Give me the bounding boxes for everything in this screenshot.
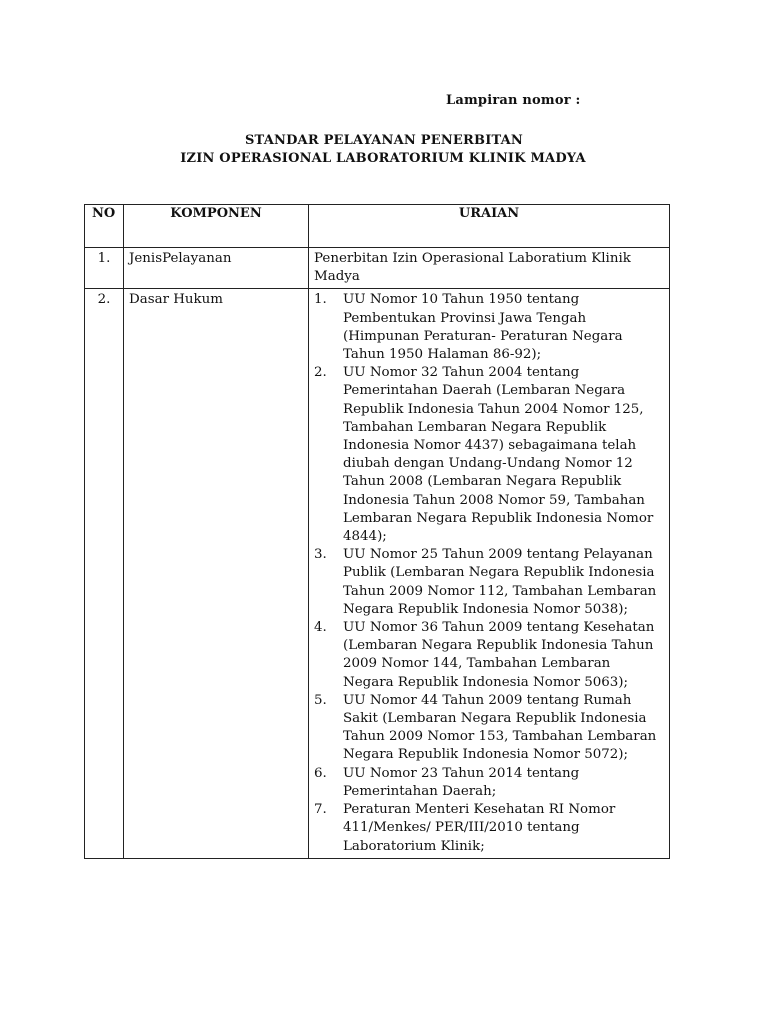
list-item-number: 3.	[314, 547, 327, 563]
row-number: 1.	[85, 248, 124, 289]
table-row	[85, 248, 670, 289]
list-item-number: 4.	[314, 620, 327, 636]
column-header-komponen: KOMPONEN	[124, 205, 309, 248]
document-title-line-1: STANDAR PELAYANAN PENERBITAN	[244, 133, 524, 148]
komponen-cell: Dasar Hukum	[124, 289, 309, 858]
list-item-text: UU Nomor 23 Tahun 2014 tentang Pemerintahan Daerah;	[343, 765, 580, 799]
list-item-text: Peraturan Menteri Kesehatan RI Nomor 411/Menkes/ PER/III/2010 tentang Laboratorium Klinik;	[343, 802, 616, 854]
list-item-number: 7.	[314, 802, 327, 818]
list-item-number: 1.	[314, 292, 327, 308]
table-row	[85, 289, 670, 858]
list-item-text: UU Nomor 32 Tahun 2004 tentang Pemerintahan Daerah (Lembaran Negara Republik Indonesia Tahun 2004 Nomor 125, Tambahan Lembaran Negara Republik Indonesia Nomor 4437) sebagaimana telah diubah dengan Undang-Undang Nomor 12 Tahun 2008 (Lembaran Negara Republik Indonesia Tahun 2008 Nomor 59, Tambahan Lembaran Negara Republik Indonesia Nomor 4844);	[343, 365, 654, 545]
list-item	[314, 364, 665, 546]
list-item	[314, 546, 665, 619]
column-header-uraian: URAIAN	[309, 205, 670, 248]
list-item	[314, 692, 665, 765]
service-standard-table	[84, 204, 670, 859]
document-title-line-2: IZIN OPERASIONAL LABORATORIUM KLINIK MADYA	[180, 151, 586, 166]
list-item-number: 6.	[314, 765, 327, 781]
uraian-cell: Penerbitan Izin Operasional Laboratium Klinik Madya	[309, 248, 670, 289]
list-item-text: UU Nomor 44 Tahun 2009 tentang Rumah Sakit (Lembaran Negara Republik Indonesia Tahun 2009 Nomor 153, Tambahan Lembaran Negara Republik Indonesia Nomor 5072);	[343, 692, 657, 763]
column-header-no: NO	[85, 205, 124, 248]
list-item-number: 5.	[314, 692, 327, 708]
uraian-cell	[309, 289, 670, 858]
list-item	[314, 801, 665, 856]
lampiran-label: Lampiran nomor :	[446, 93, 581, 108]
list-item	[314, 765, 665, 801]
list-item-text: UU Nomor 36 Tahun 2009 tentang Kesehatan (Lembaran Negara Republik Indonesia Tahun 2009 Nomor 144, Tambahan Lembaran Negara Republik Indonesia Nomor 5063);	[343, 620, 655, 690]
list-item	[314, 619, 665, 692]
row-number: 2.	[85, 289, 124, 858]
table-header-row	[85, 205, 670, 248]
legal-basis-list	[314, 291, 665, 855]
list-item-text: UU Nomor 25 Tahun 2009 tentang Pelayanan Publik (Lembaran Negara Republik Indonesia Tahun 2009 Nomor 112, Tambahan Lembaran Negara Republik Indonesia Nomor 5038);	[343, 547, 657, 617]
list-item	[314, 291, 665, 364]
list-item-number: 2.	[314, 365, 327, 381]
komponen-cell: JenisPelayanan	[124, 248, 309, 289]
list-item-text: UU Nomor 10 Tahun 1950 tentang Pembentukan Provinsi Jawa Tengah (Himpunan Peraturan- Peraturan Negara Tahun 1950 Halaman 86-92);	[343, 292, 623, 363]
